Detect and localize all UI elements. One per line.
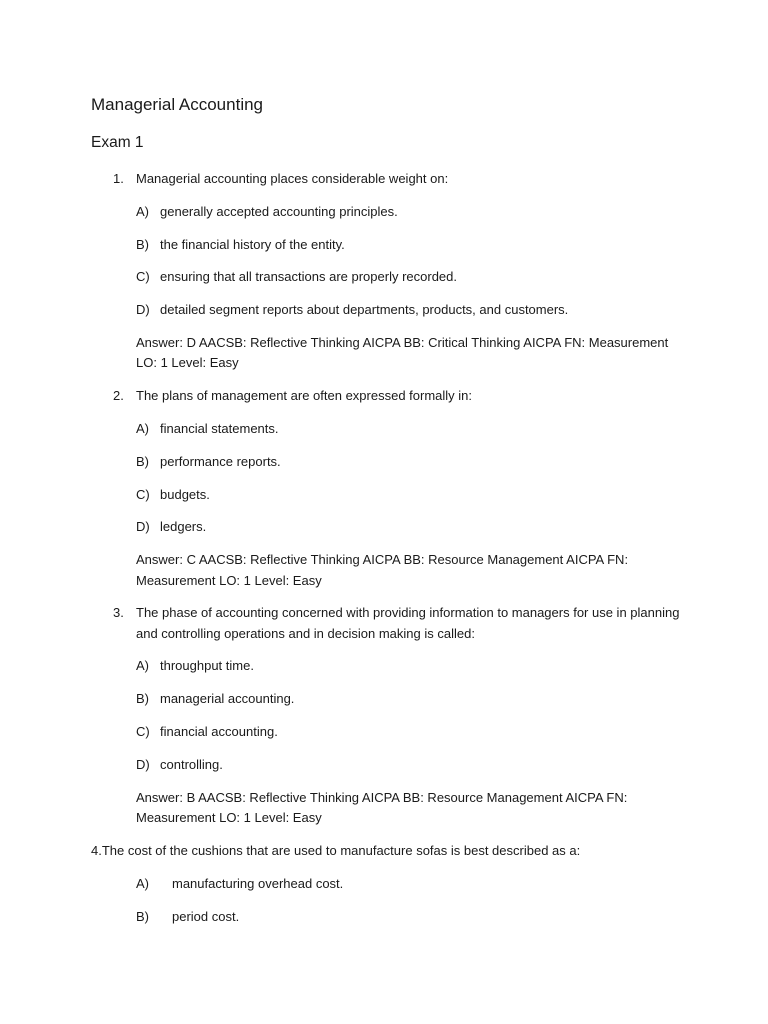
- question-1-option-a-letter: A): [136, 204, 149, 219]
- question-1-option-d: detailed segment reports about departments, products, and customers.: [160, 302, 569, 317]
- question-3-option-c-letter: C): [136, 724, 150, 739]
- question-2-option-a: financial statements.: [160, 421, 279, 436]
- question-2-answer-line-1: Answer: C AACSB: Reflective Thinking AICPA BB: Resource Management AICPA FN:: [136, 552, 629, 567]
- question-3-option-b-letter: B): [136, 691, 149, 706]
- question-4-option-a: manufacturing overhead cost.: [172, 876, 344, 891]
- question-3-option-a-letter: A): [136, 658, 149, 673]
- question-3-option-d-letter: D): [136, 757, 150, 772]
- question-3-answer-line-2: Measurement LO: 1 Level: Easy: [136, 810, 322, 825]
- question-4-option-b-letter: B): [136, 909, 149, 924]
- question-3-option-c: financial accounting.: [160, 724, 278, 739]
- question-2-option-a-letter: A): [136, 421, 149, 436]
- question-1-option-a: generally accepted accounting principles.: [160, 204, 398, 219]
- question-2-option-c-letter: C): [136, 487, 150, 502]
- question-2-option-d: ledgers.: [160, 519, 207, 534]
- question-1-option-d-letter: D): [136, 302, 150, 317]
- question-2-text: The plans of management are often expressed formally in:: [136, 388, 473, 403]
- question-1-number: 1.: [113, 171, 124, 186]
- question-2-number: 2.: [113, 388, 124, 403]
- question-2-option-c: budgets.: [160, 487, 210, 502]
- question-1-option-c-letter: C): [136, 269, 150, 284]
- question-1-option-b-letter: B): [136, 237, 149, 252]
- document-title: Managerial Accounting: [91, 95, 264, 114]
- question-3-number: 3.: [113, 605, 124, 620]
- question-4-option-a-letter: A): [136, 876, 149, 891]
- question-1-option-c: ensuring that all transactions are properly recorded.: [160, 269, 457, 284]
- question-1-answer-line-2: LO: 1 Level: Easy: [136, 355, 239, 370]
- question-3-text-line-1: The phase of accounting concerned with providing information to managers for use in planning: [136, 605, 680, 620]
- question-3-option-b: managerial accounting.: [160, 691, 295, 706]
- question-3-option-d: controlling.: [160, 757, 223, 772]
- question-2-option-d-letter: D): [136, 519, 150, 534]
- question-1-answer-line-1: Answer: D AACSB: Reflective Thinking AICPA BB: Critical Thinking AICPA FN: Measurement: [136, 335, 669, 350]
- question-3-answer-line-1: Answer: B AACSB: Reflective Thinking AICPA BB: Resource Management AICPA FN:: [136, 790, 628, 805]
- question-3-text-line-2: and controlling operations and in decision making is called:: [136, 626, 475, 641]
- question-2-answer-line-2: Measurement LO: 1 Level: Easy: [136, 573, 322, 588]
- question-2-option-b-letter: B): [136, 454, 149, 469]
- question-3-option-a: throughput time.: [160, 658, 254, 673]
- question-4-option-b: period cost.: [172, 909, 240, 924]
- document-subtitle: Exam 1: [91, 134, 144, 151]
- question-2-option-b: performance reports.: [160, 454, 281, 469]
- question-1-option-b: the financial history of the entity.: [160, 237, 345, 252]
- question-1-text: Managerial accounting places considerable weight on:: [136, 171, 449, 186]
- question-4-text: 4.The cost of the cushions that are used to manufacture sofas is best described as a:: [91, 843, 581, 858]
